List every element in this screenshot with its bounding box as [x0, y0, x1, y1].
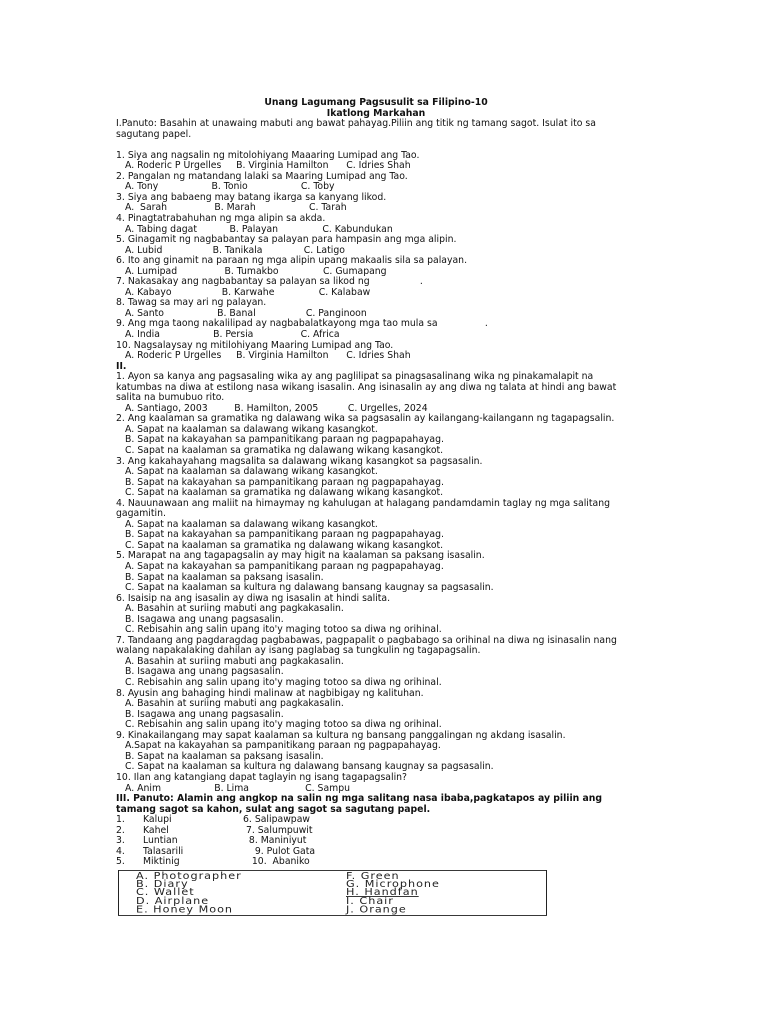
part2-questions [116, 372, 636, 794]
question-choice: C. Sapat na kaalaman sa gramatika ng dalawang wikang kasangkot. [125, 539, 444, 551]
choice-row [136, 869, 546, 882]
question-text: gagamitin. [116, 508, 166, 520]
term-row [116, 836, 636, 847]
choice-right: G. Microphone [346, 878, 440, 890]
question-choice: B. Sapat na kakayahan sa pampanitikang paraan ng pagpapahayag. [125, 476, 444, 488]
part1-instruction-line1: I.Panuto: Basahin at unawaing mabuti ang bawat pahayag.Piliin ang titik ng tamang sagot. Isulat ito sa [116, 118, 596, 130]
question-text: 4. Pinagtatrabahuhan ng mga alipin sa akda. [116, 212, 326, 224]
question-text: salita na bumubuo rito. [116, 392, 225, 404]
question-choice: A. Sapat na kaalaman sa dalawang wikang kasangkot. [125, 466, 378, 478]
question-choices: A. India B. Persia C. Africa [125, 328, 340, 340]
question-text: 7. Nakasakay ang nagbabantay sa palayan sa likod ng . [116, 276, 423, 288]
question-choices: A. Roderic P Urgelles B. Virginia Hamilton C. Idries Shah [125, 350, 411, 362]
choice-left: A. Photographer [136, 869, 242, 882]
quiz-content [116, 98, 636, 921]
question-choice: B. Sapat na kaalaman sa paksang isasalin. [125, 571, 324, 583]
question-text: 6. Isaisip na ang isasalin ay diwa ng isasalin at hindi salita. [116, 592, 391, 604]
choice-left: D. Airplane [136, 894, 210, 907]
choice-right: I. Chair [346, 894, 394, 907]
question-choice: A. Sapat na kaalaman sa dalawang wikang kasangkot. [125, 518, 378, 530]
question-choice: A. Basahin at suriing mabuti ang pagkakasalin. [125, 655, 344, 667]
choice-left: C. Wallet [136, 886, 195, 899]
question-text: 5. Marapat na ang tagapagsalin ay may higit na kaalaman sa paksang isasalin. [116, 550, 485, 562]
question-choice: C. Sapat na kaalaman sa gramatika ng dalawang wikang kasangkot. [125, 487, 444, 499]
question-choice: A. Sapat na kakayahan sa pampanitikang paraan ng pagpapahayag. [125, 561, 444, 573]
question-choice: B. Sapat na kakayahan sa pampanitikang paraan ng pagpapahayag. [125, 529, 444, 541]
question-choice: A. Basahin at suriing mabuti ang pagkakasalin. [125, 603, 344, 615]
question-choice: A. Anim B. Lima C. Sampu [125, 782, 350, 794]
part3-instruction-line2: tamang sagot sa kahon, sulat ang sagot sa sagutang papel. [116, 803, 431, 815]
term-right: 9. Pulot Gata [243, 845, 316, 857]
quiz-subtitle: Ikatlong Markahan [326, 107, 426, 119]
term-left: Kalupi [143, 814, 172, 826]
choice-right: J. Orange [346, 903, 407, 915]
question-choices: A. Santo B. Banal C. Panginoon [125, 307, 367, 319]
question-text: 9. Ang mga taong nakalilipad ay nagbabalatkayong mga tao mula sa . [116, 318, 488, 330]
question-text: 7. Tandaang ang pagdaragdag pagbabawas, pagpapalit o pagbabago sa orihinal na diwa ng isinasalin nang [116, 634, 617, 646]
choice-left: B. Diary [136, 878, 189, 890]
part1-instruction-line2: sagutang papel. [116, 128, 192, 140]
question-choice: C. Sapat na kaalaman sa kultura ng dalawang bansang kaugnay sa pagsasalin. [125, 761, 494, 773]
term-left: Talasarili [143, 845, 184, 857]
term-number: 5. [116, 856, 125, 868]
term-right: 10. Abaniko [243, 856, 310, 868]
answer-choices-box [118, 870, 547, 916]
question-choice: C. Rebisahin ang salin upang ito'y maging totoo sa diwa ng orihinal. [125, 719, 442, 731]
question-choices: A. Tony B. Tonio C. Toby [125, 181, 335, 193]
question-text: 1. Ayon sa kanya ang pagsasaling wika ay ang paglilipat sa pinagsasalinang wika ng pinakamalapit na [116, 371, 594, 383]
term-left: Kahel [143, 824, 169, 836]
question-text: 8. Tawag sa may ari ng palayan. [116, 297, 267, 309]
question-choices: A. Sarah B. Marah C. Tarah [125, 202, 347, 214]
question-choice: C. Rebisahin ang salin upang ito'y maging totoo sa diwa ng orihinal. [125, 624, 442, 636]
choice-right: F. Green [346, 869, 400, 882]
part3-instruction-line1: III. Panuto: Alamin ang angkop na salin ng mga salitang nasa ibaba,pagkatapos ay piliin ang [116, 793, 603, 805]
question-text: 8. Ayusin ang bahaging hindi malinaw at nagbibigay ng kalituhan. [116, 687, 424, 699]
quiz-title: Unang Lagumang Pagsusulit sa Filipino-10 [264, 97, 488, 108]
question-text: 3. Siya ang babaeng may batang ikarga sa kanyang likod. [116, 191, 387, 203]
question-choice: A.Sapat na kakayahan sa pampanitikang paraan ng pagpapahayag. [125, 740, 441, 752]
question-choices: A. Lubid B. Tanikala C. Latigo [125, 244, 345, 256]
question-choice: C. Rebisahin ang salin upang ito'y maging totoo sa diwa ng orihinal. [125, 677, 442, 689]
term-left: Miktinig [143, 856, 180, 868]
term-right: 6. Salipawpaw [243, 814, 310, 826]
term-left: Luntian [143, 835, 178, 847]
question-choice: B. Isagawa ang unang pagsasalin. [125, 613, 284, 625]
question-choice: A. Santiago, 2003 B. Hamilton, 2005 C. Urgelles, 2024 [125, 402, 428, 414]
question-choice: C. Sapat na kaalaman sa gramatika ng dalawang wikang kasangkot. [125, 445, 444, 456]
question-choice: B. Isagawa ang unang pagsasalin. [125, 708, 284, 720]
choice-left: E. Honey Moon [136, 903, 234, 915]
question-text: 1. Siya ang nagsalin ng mitolohiyang Maaaring Lumipad ang Tao. [116, 149, 420, 161]
question-choice: B. Isagawa ang unang pagsasalin. [125, 666, 284, 678]
choice-row [136, 905, 546, 913]
question-choice: A. Basahin at suriing mabuti ang pagkakasalin. [125, 698, 344, 710]
question-choice: C. Sapat na kaalaman sa kultura ng dalawang bansang kaugnay sa pagsasalin. [125, 582, 494, 594]
part1-questions [116, 151, 636, 362]
part2-heading: II. [116, 360, 127, 372]
term-number: 4. [116, 845, 125, 857]
term-row [116, 857, 636, 868]
term-row [116, 847, 636, 858]
term-right: 8. Maniniyut [243, 835, 307, 847]
term-number: 3. [116, 835, 125, 847]
question-text: 10. Ilan ang katangiang dapat taglayin ng isang tagapagsalin? [116, 771, 407, 783]
term-number: 2. [116, 824, 125, 836]
question-text: katumbas na diwa at estilong nasa wikang isasalin. Ang isinasalin ay ang diwa ng talata at hindi ang bawat [116, 381, 617, 393]
question-choices: A. Tabing dagat B. Palayan C. Kabundukan [125, 223, 393, 235]
question-text: 2. Ang kaalaman sa gramatika ng dalawang wika sa pagsasalin ay kailangang-kailangann ng tagapagsalin. [116, 413, 615, 425]
question-text: 4. Nauunawaan ang maliit na himaymay ng kahulugan at halagang pandamdamin taglay ng mga salitang [116, 497, 611, 509]
question-choice: A. Sapat na kaalaman sa dalawang wikang kasangkot. [125, 423, 378, 435]
question-choices: A. Kabayo B. Karwahe C. Kalabaw [125, 286, 371, 298]
choice-row [136, 880, 546, 888]
question-choices: A. Roderic P Urgelles B. Virginia Hamilton C. Idries Shah [125, 160, 411, 172]
question-text: 10. Nagsalaysay ng mitilohiyang Maaring Lumipad ang Tao. [116, 339, 394, 351]
term-row [116, 826, 636, 837]
question-choice: B. Sapat na kakayahan sa pampanitikang paraan ng pagpapahayag. [125, 434, 444, 446]
term-right: 7. Salumpuwit [243, 824, 313, 836]
question-choices: A. Lumipad B. Tumakbo C. Gumapang [125, 265, 387, 277]
question-text: 5. Ginagamit ng nagbabantay sa palayan para hampasin ang mga alipin. [116, 234, 457, 246]
question-text: 3. Ang kakahayahang magsalita sa dalawang wikang kasangkot sa pagsasalin. [116, 455, 483, 467]
term-row [116, 815, 636, 826]
part3-terms [116, 815, 636, 868]
question-text: 6. Ito ang ginamit na paraan ng mga alipin upang makaalis sila sa palayan. [116, 255, 468, 267]
question-text: 2. Pangalan ng matandang lalaki sa Maaring Lumipad ang Tao. [116, 170, 408, 182]
question-text: walang napakalaking dahilan ay isang paglabag sa tungkulin ng tagapagsalin. [116, 645, 481, 657]
term-number: 1. [116, 814, 125, 826]
choice-right: H. Handfan [346, 886, 419, 899]
question-choice: B. Sapat na kaalaman sa paksang isasalin. [125, 750, 324, 762]
question-text: 9. Kinakailangang may sapat kaalaman sa kultura ng bansang panggalingan ng akdang isasalin. [116, 729, 566, 741]
